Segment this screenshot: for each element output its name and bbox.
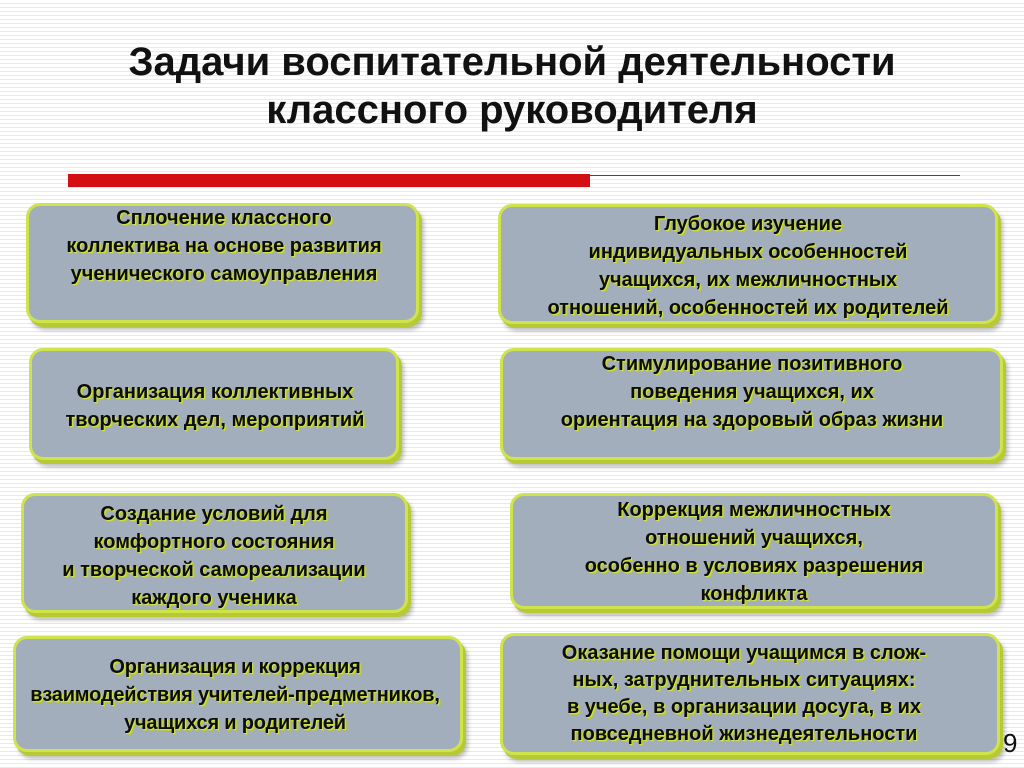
task-4-line-2: поведения учащихся, их — [630, 381, 874, 403]
task-2-line-3: учащихся, их межличностных — [598, 269, 898, 291]
task-5-line-1: Создание условий для — [100, 503, 328, 525]
page-number: 9 — [1003, 728, 1018, 758]
task-3-line-2: творческих дел, мероприятий — [65, 409, 365, 431]
task-7-line-3: учащихся и родителей — [124, 712, 346, 734]
task-text-3 — [4, 378, 426, 434]
title-underline-thin — [590, 175, 960, 176]
task-2-line-2: индивидуальных особенностей — [588, 241, 908, 263]
title-line-1: Задачи воспитательной деятельности — [128, 40, 896, 84]
task-1-line-3: ученического самоуправления — [70, 263, 378, 285]
task-6-line-3: особенно в условиях разрешения — [584, 555, 924, 577]
task-4-line-1: Стимулирование позитивного — [601, 353, 903, 375]
task-5-line-2: комфортного состояния — [93, 531, 335, 553]
task-8-line-2: ных, затруднительных ситуациях: — [572, 669, 916, 691]
title-line-2: классного руководителя — [266, 88, 758, 132]
title-underline-bar — [68, 174, 590, 187]
task-text-6 — [500, 496, 1008, 608]
task-1-line-2: коллектива на основе развития — [66, 235, 382, 257]
task-text-8 — [490, 640, 998, 748]
page-title — [0, 38, 1024, 134]
task-5-line-4: каждого ученика — [131, 587, 297, 609]
task-8-line-4: повседневной жизнедеятельности — [570, 723, 918, 745]
task-text-5 — [4, 500, 424, 612]
task-2-line-1: Глубокое изучение — [653, 213, 843, 235]
task-3-line-1: Организация коллективных — [76, 381, 354, 403]
task-6-line-4: конфликта — [700, 583, 808, 605]
task-2-line-4: отношений, особенностей их родителей — [547, 297, 949, 319]
task-6-line-2: отношений учащихся, — [645, 527, 863, 549]
task-5-line-3: и творческой самореализации — [62, 559, 366, 581]
task-7-line-2: взаимодействия учителей-предметников, — [30, 684, 440, 706]
task-7-line-1: Организация и коррекция — [109, 656, 361, 678]
task-text-1 — [4, 204, 444, 288]
task-text-2 — [476, 210, 1020, 322]
task-text-7 — [0, 653, 470, 737]
task-8-line-1: Оказание помощи учащимся в слож- — [561, 642, 927, 664]
task-8-line-3: в учебе, в организации досуга, в их — [566, 696, 922, 718]
task-6-line-1: Коррекция межличностных — [617, 499, 891, 521]
task-1-line-1: Сплочение классного — [116, 207, 332, 229]
task-4-line-3: ориентация на здоровый образ жизни — [560, 409, 944, 431]
task-text-4 — [484, 350, 1020, 434]
